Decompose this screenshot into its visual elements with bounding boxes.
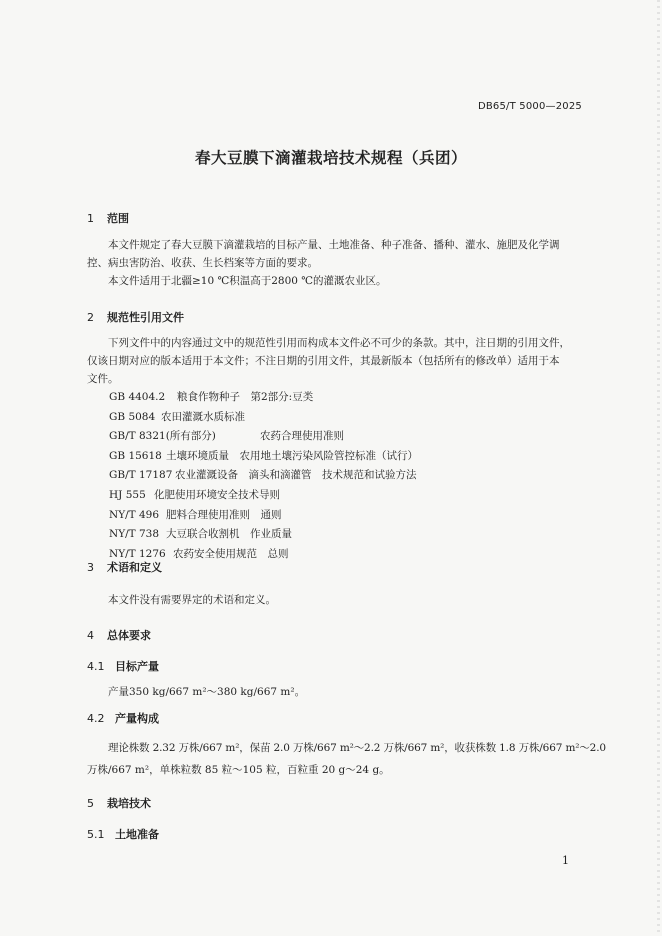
reference-code: NY/T 738 bbox=[109, 528, 160, 541]
page-title: 春大豆膜下滴灌栽培技术规程（兵团） bbox=[194, 149, 467, 167]
section-number: 4.1 bbox=[87, 660, 105, 673]
section-heading-terms bbox=[87, 559, 162, 575]
reference-item bbox=[109, 466, 418, 486]
section-title: 术语和定义 bbox=[107, 561, 162, 574]
section-title: 土地准备 bbox=[115, 828, 159, 841]
reference-item bbox=[109, 388, 418, 408]
section-heading-scope bbox=[87, 210, 129, 226]
reference-title: 化肥使用环境安全技术导则 bbox=[154, 488, 280, 501]
reference-code: NY/T 496 bbox=[109, 508, 160, 521]
text-line: 产量350 kg/667 m²～380 kg/667 m²。 bbox=[108, 686, 306, 698]
text-line: 下列文件中的内容通过文中的规范性引用而构成本文件必不可少的条款。其中，注日期的引用文件， bbox=[108, 337, 570, 349]
section-title: 规范性引用文件 bbox=[107, 311, 184, 324]
text-line: 文件。 bbox=[87, 373, 119, 385]
reference-code: GB/T 17187 bbox=[109, 469, 173, 482]
section-heading-target-yield bbox=[87, 658, 159, 674]
document-code: DB65/T 5000—2025 bbox=[477, 101, 582, 112]
reference-code: GB 15618 bbox=[109, 449, 162, 462]
reference-title: 农药安全使用规范 总则 bbox=[173, 547, 289, 560]
reference-title: 大豆联合收割机 作业质量 bbox=[166, 528, 292, 541]
section-title: 产量构成 bbox=[115, 712, 159, 725]
reference-item bbox=[109, 506, 418, 526]
terms-paragraph bbox=[87, 591, 590, 609]
reference-code: GB 5084 bbox=[109, 410, 156, 423]
references-intro bbox=[87, 334, 590, 388]
reference-code: GB/T 8321(所有部分) bbox=[109, 430, 216, 443]
target-yield-paragraph bbox=[87, 683, 590, 701]
yield-components-paragraph bbox=[87, 737, 606, 781]
section-number: 4 bbox=[87, 629, 94, 642]
section-number: 1 bbox=[87, 212, 94, 225]
section-heading-general bbox=[87, 627, 151, 643]
reference-item bbox=[109, 486, 418, 506]
reference-title: 粮食作物种子 第2部分:豆类 bbox=[177, 391, 314, 403]
scope-applicability bbox=[87, 272, 590, 290]
scope-paragraph bbox=[87, 236, 590, 272]
scan-edge bbox=[657, 0, 660, 936]
text-line: 本文件规定了春大豆膜下滴灌栽培的目标产量、土地准备、种子准备、播种、灌水、施肥及化学调 bbox=[108, 239, 560, 251]
section-title: 目标产量 bbox=[115, 660, 159, 673]
section-title: 总体要求 bbox=[107, 629, 151, 642]
section-number: 2 bbox=[87, 311, 94, 324]
references-list bbox=[109, 388, 418, 564]
section-number: 5.1 bbox=[87, 828, 105, 841]
page-number: 1 bbox=[562, 854, 569, 867]
text-line: 本文件适用于北疆≥10 ℃积温高于2800 ℃的灌溉农业区。 bbox=[108, 275, 387, 287]
reference-title: 农药合理使用准则 bbox=[260, 430, 344, 443]
reference-code: NY/T 1276 bbox=[109, 547, 166, 560]
section-heading-references bbox=[87, 309, 184, 325]
section-heading-yield-components bbox=[87, 710, 159, 726]
reference-item bbox=[109, 447, 418, 467]
reference-item bbox=[109, 408, 418, 428]
reference-title: 农田灌溉水质标准 bbox=[161, 410, 245, 423]
section-number: 5 bbox=[87, 797, 94, 810]
reference-title: 肥料合理使用准则 通则 bbox=[166, 508, 282, 521]
text-line: 理论株数 2.32 万株/667 m²，保苗 2.0 万株/667 m²～2.2 万株/667 m²，收获株数 1.8 万株/667 m²～2.0 bbox=[108, 742, 606, 754]
reference-code: GB 4404.2 bbox=[109, 391, 166, 403]
reference-title: 农业灌溉设备 滴头和滴灌管 技术规范和试验方法 bbox=[175, 469, 417, 482]
section-number: 4.2 bbox=[87, 712, 105, 725]
reference-item bbox=[109, 427, 418, 447]
text-line: 控、病虫害防治、收获、生长档案等方面的要求。 bbox=[87, 257, 318, 269]
section-title: 栽培技术 bbox=[107, 797, 151, 810]
text-line: 仅该日期对应的版本适用于本文件；不注日期的引用文件，其最新版本（包括所有的修改单）适用于本 bbox=[87, 355, 560, 367]
reference-title: 土壤环境质量 农用地土壤污染风险管控标准（试行） bbox=[166, 449, 418, 462]
text-line: 本文件没有需要界定的术语和定义。 bbox=[108, 594, 276, 606]
reference-code: HJ 555 bbox=[109, 488, 146, 501]
text-line: 万株/667 m²，单株粒数 85 粒～105 粒，百粒重 20 g～24 g。 bbox=[87, 764, 390, 776]
section-number: 3 bbox=[87, 561, 94, 574]
reference-item bbox=[109, 525, 418, 545]
section-heading-land-preparation bbox=[87, 826, 159, 842]
section-title: 范围 bbox=[107, 212, 129, 225]
section-heading-cultivation bbox=[87, 795, 151, 811]
